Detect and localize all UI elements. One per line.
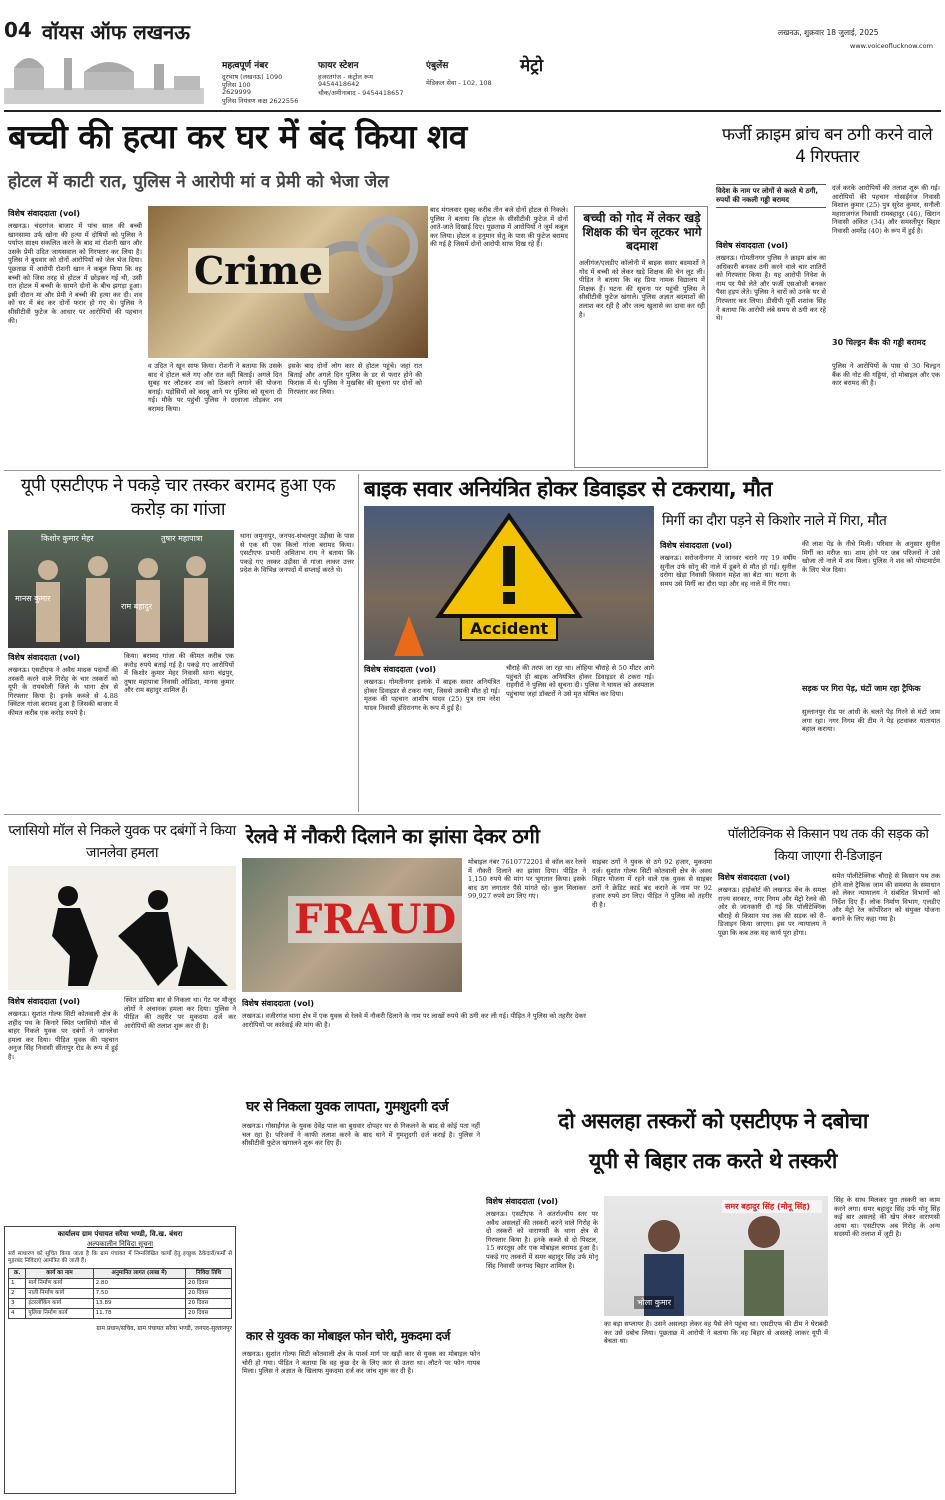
- photo-caption: तुषार महापात्रा: [161, 534, 203, 543]
- chain-snatch-box: [574, 206, 708, 468]
- article-column: लखनऊ। एसटीएफ ने अवैध मादक पदार्थों की तस्करी करने वाले गिरोह के चार तस्करों को यूपी के रायबरेली जिले के थाना क्षेत्र से गिरफ्तार किया है। इनके कब्जे से 4.88 क्विंटल गांजा बरामद हुआ है जिसकी बाजार में कीमत करीब एक करोड़ रुपये है।: [8, 666, 118, 717]
- headline-plassio: प्लासियो मॉल से निकले युवक पर दबंगों ने किया जानलेवा हमला: [8, 823, 236, 861]
- subhead-child-murder: होटल में काटी रात, पुलिस ने आरोपी मां व प्रेमी को भेजा जेल: [8, 172, 389, 192]
- headline-accident: बाइक सवार अनियंत्रित होकर डिवाइडर से टकराया, मौत: [364, 477, 772, 501]
- paper-name: वॉयस ऑफ लखनऊ: [42, 20, 190, 44]
- article-column: लखनऊ। एसटीएफ ने अंतर्राज्यीय स्तर पर अवैध असलहों की तस्करी करने वाले गिरोह के दो तस्करों को वाराणसी के थाना क्षेत्र से गिरफ्तार किया है। इनके कब्जे से दो पिस्टल, 15 कारतूस और एक मोबाइल बरामद हुआ है। पकड़े गए तस्करों में समर बहादुर सिंह उर्फ मोनू सिंह निवासी जनपद बिहार शामिल है।: [486, 1210, 598, 1270]
- table-cell: 2: [9, 1289, 26, 1299]
- headline-stf-ganja: यूपी एसटीएफ ने पकड़े चार तस्कर बरामद हुआ एक करोड़ का गांजा: [20, 475, 336, 520]
- fight-silhouette-icon: [8, 866, 236, 990]
- headline-polytechnic: पॉलीटेक्निक से किसान पथ तक की सड़क को किया जाएगा री-डिजाइन: [727, 827, 929, 864]
- headline-epilepsy: मिर्गी का दौरा पड़ने से किशोर नाले में गिरा, मौत: [662, 513, 887, 529]
- issue-date: लखनऊ, शुक्रवार 18 जुलाई, 2025: [778, 28, 879, 37]
- article-column: लखनऊ। गोसाईंगंज के युवक देवेंद्र पाल का बुधवार दोपहर घर से निकलने के बाद से कोई पता नहीं चल रहा है। परिजनों ने काफी तलाश करने के बाद थाने में गुमशुदगी दर्ज कराई है। पुलिस ने सीसीटीवी फुटेज खंगालने शुरू कर दिए हैं।: [242, 1122, 480, 1148]
- photo-caption: किशोर कुमार मेहर: [41, 534, 94, 543]
- masthead-rule: [4, 110, 941, 112]
- table-cell: 1: [9, 1279, 26, 1289]
- article-column: दर्ज करके आरोपियों की तलाश शुरू की गई। आरोपियों की पहचान गोसाईंगंज निवासी विशाल कुमार (25) पुत्र सुरेश कुमार, सनौली महाराजगंज निवासी रामबहादुर (46), खिरान निवासी अंकित (34) और समस्तीपुर बिहार निवासी अमरेंद्र (40) के रूप में हुई है।: [832, 184, 940, 235]
- article-column: व उदित ने खून साफ किया। रोशनी ने बताया कि उसके बाद वे होटल चले गए और रात वहीं बिताई। अगले दिन सुबह घर लौटकर शव को ठिकाने लगाने की योजना बनाई। पड़ोसियों को बदबू आने पर पुलिस को सूचना दी गई। मौके पर पहुंची पुलिस ने दरवाजा तोड़कर शव बरामद किया।: [148, 362, 282, 413]
- article-column: मोबाइल नंबर 7610772201 से कॉल कर रेलवे में नौकरी दिलाने का झांसा दिया। पीड़ित ने 1,150 रुपये की मांग पर भुगतान किया। इसके बाद ठग लगातार पैसे मांगते रहे। कुल मिलाकर 99,927 रुपये ठग लिए गए।: [468, 858, 586, 901]
- kicker: विदेश के नाम पर लोगों से करते थे ठगी, रुपयों की नकली गड्डी बरामद: [716, 184, 826, 208]
- crime-label: Crime: [188, 248, 329, 293]
- contact-line: 9454418642: [318, 80, 360, 88]
- headline-missing: घर से निकला युवक लापता, गुमशुदगी दर्ज: [246, 1099, 449, 1115]
- article-column: स्थित डांडिया बार से निकला था। गेट पर मौजूद लोगों ने अचानक हमला कर दिया। पुलिस ने पीड़ित की तहरीर पर मुकदमा दर्ज कर आरोपियों की तलाश शुरू कर दी है।: [124, 996, 236, 1030]
- table-cell: 13.89: [93, 1299, 185, 1309]
- byline: विशेष संवाददाता (vol): [718, 873, 791, 882]
- article-column: थाना जमुनापुर, जनपद-संभलपुर उड़ीसा के पास से एक सौ एक किलो गांजा बरामद किया। एसटीएफ प्रभारी अमिताभ राय ने बताया कि पकड़े गए तस्कर उड़ीसा से गांजा लाकर उत्तर प्रदेश के विभिन्न जनपदों में सप्लाई करते थे।: [240, 532, 354, 575]
- headline-chain-snatch: बच्ची को गोद में लेकर खड़े शिक्षक की चेन लूटकर भागे बदमाश: [582, 211, 702, 253]
- article-column: लखनऊ। सरोजनीनगर में जानवर चराने गए 19 वर्षीय सुनील उर्फ सोनू की नाले में डूबने से मौत हो गई। सुनील दरोगा खेड़ा निवासी किसान महेश का बेटा था। घटना के समय उसे मिर्गी का दौरा पड़ा और वह नाले में गिर गया।: [660, 554, 796, 588]
- masthead: [0, 0, 945, 110]
- article-column: का बड़ा सप्लायर है। उसने असलहा लेकर वह पैसे लेने पहुंचा था। एसटीएफ की टीम ने घेराबंदी कर उसे दबोच लिया। पूछताछ में आरोपी ने बताया कि वह बिहार से असलहे लाकर यूपी में बेचता था।: [604, 1320, 828, 1346]
- contact-line: 2629999: [222, 88, 251, 96]
- contact-line: पुलिस 100: [222, 81, 251, 89]
- column-header: निविदा तिथि: [186, 1269, 232, 1279]
- article-column: बाद मंगलवार सुबह करीब तीन बजे दोनों होटल से निकले। पुलिस ने बताया कि होटल के सीसीटीवी फुटेज में दोनों आते-जाते दिखाई दिए। पूछताछ में आरोपियों ने जुर्म कबूल कर लिया। होटल व हनुमान सेतु के पास की फुटेज बरामद की गई है जिसमें दोनों आरोपी साफ दिख रहे हैं।: [430, 206, 568, 249]
- fire-station-title: फायर स्टेशन: [318, 61, 359, 71]
- crime-photo: [148, 206, 428, 358]
- contact-line: पुलिस नियंत्रण कक्ष 2622556: [222, 97, 299, 105]
- article-column: पुलिस ने आरोपियों के पास से 30 चिल्ड्रन बैंक की नोट की गड्डियां, दो मोबाइल और एक कार बरामद की है।: [832, 362, 940, 388]
- headline-arms-2: यूपी से बिहार तक करते थे तस्करी: [589, 1149, 837, 1173]
- table-cell: 20 दिवस: [186, 1309, 232, 1319]
- people-silhouette-icon: [8, 530, 234, 648]
- column-header: अनुमानित लागत (लाख में): [93, 1269, 185, 1279]
- table-row: [9, 1299, 232, 1309]
- fraud-label: FRAUD: [288, 896, 462, 943]
- article-column: साइबर ठगों ने युवक से ठगे 92 हजार, मुकदमा दर्ज। सुशांत गोल्फ सिटी कोतवाली क्षेत्र के अवध विहार योजना में रहने वाले एक युवक से साइबर ठगों ने क्रेडिट कार्ड बंद कराने के नाम पर 92 हजार रुपये ठग लिए। पीड़ित ने पुलिस को तहरीर दी है।: [592, 858, 712, 909]
- column-divider: [358, 474, 359, 812]
- byline: विशेष संवाददाता (vol): [8, 653, 81, 662]
- byline: विशेष संवाददाता (vol): [660, 541, 733, 550]
- contact-line: चौक/अमीनाबाद - 9454418657: [318, 89, 404, 97]
- article-column: लखनऊ। सुशांत गोल्फ सिटी कोतवाली क्षेत्र के पार्श्व मार्ग पर खड़ी कार से युवक का मोबाइल फोन चोरी हो गया। पीड़ित ने बताया कि वह कुछ देर के लिए कार से उतरा था। लौटने पर फोन गायब मिला। पुलिस ने अज्ञात के खिलाफ मुकदमा दर्ज कर जांच शुरू कर दी है।: [242, 1350, 480, 1376]
- article-column: इसके बाद दोनों लोग कार से होटल पहुंचे। जहां रात बिताई और अगले दिन पुलिस के डर से फरार होने की फिराक में थे। पुलिस ने मुखबिर की सूचना पर दोनों को गिरफ्तार कर लिया।: [288, 362, 422, 396]
- tender-title: कार्यालय ग्राम पंचायत सरैया भण्डी, वि.ख. बंथरा: [57, 1230, 183, 1238]
- page-number: 04: [4, 18, 32, 42]
- table-cell: 7.50: [93, 1289, 185, 1299]
- table-cell: इंटरलॉकिंग कार्य: [26, 1299, 93, 1309]
- article-column: सिंह के साथ मिलकर पुरा तस्करी का काम करने लगा। समर बहादुर सिंह उर्फ मोनू सिंह कई बार असलहे की खेप लेकर वाराणसी आया था। एसटीएफ अब गिरोह के अन्य सदस्यों की तलाश में जुटी है।: [834, 1196, 940, 1239]
- accused-photo: [8, 530, 234, 648]
- table-header-row: [9, 1269, 232, 1279]
- table-cell: मार्ग निर्माण कार्य: [26, 1279, 93, 1289]
- article-column: की लाश पेड़ के नीचे मिली। परिवार के अनुसार सुनील मिर्गी का मरीज था। शाम होने पर जब परिजनों ने उसे खोजा तो नाले में शव मिला। पुलिस ने शव को पोस्टमार्टम के लिए भेज दिया।: [802, 540, 940, 574]
- headline-child-murder: बच्ची की हत्या कर घर में बंद किया शव: [8, 117, 467, 156]
- table-row: [9, 1309, 232, 1319]
- article-column: किया। बरामद गांजा की कीमत करीब एक करोड़ रुपये बताई गई है। पकड़े गए आरोपियों में किशोर कुमार मेहर निवासी थाना चंद्रपुर, तुषार महापात्रा निवासी ओडिशा, मानस कुमार और राम बहादुर शामिल हैं।: [124, 652, 234, 695]
- table-cell: 20 दिवस: [186, 1299, 232, 1309]
- table-cell: 20 दिवस: [186, 1289, 232, 1299]
- tender-notice: [4, 1226, 236, 1494]
- photo-caption: समर बहादुर सिंह (मोनू सिंह): [722, 1200, 822, 1213]
- article-column: लखनऊ। गोमतीनगर इलाके में बाइक सवार अनियंत्रित होकर डिवाइडर से टकरा गया, जिससे उसकी मौत हो गई। मृतक की पहचान आशीष यादव (25) पुत्र राम नरेश यादव निवासी इंदिरानगर के रूप में हुई है।: [364, 678, 500, 712]
- table-cell: 4: [9, 1309, 26, 1319]
- fraud-photo: [242, 858, 462, 992]
- section-title: मेट्रो: [520, 56, 544, 76]
- headline-phone-theft: कार से युवक का मोबाइल फोन चोरी, मुकदमा दर्ज: [246, 1329, 450, 1343]
- byline: विशेष संवाददाता (vol): [8, 997, 81, 1006]
- byline: विशेष संवाददाता (vol): [486, 1197, 559, 1206]
- tender-table: [8, 1268, 232, 1319]
- skyline-illustration: [4, 48, 204, 104]
- headline-fake-crime-branch: फर्जी क्राइम ब्रांच बन ठगी करने वाले 4 गिरफ्तार: [721, 125, 933, 167]
- attack-illustration: [8, 866, 236, 990]
- accident-photo: [364, 506, 654, 660]
- headline-railway-fraud: रेलवे में नौकरी दिलाने का झांसा देकर ठगी: [246, 824, 540, 848]
- table-cell: पुलिया निर्माण कार्य: [26, 1309, 93, 1319]
- contact-line: हजरतगंज - कंट्रोल रूम: [318, 73, 373, 81]
- byline: विशेष संवाददाता (vol): [242, 999, 315, 1008]
- byline: विशेष संवाददाता (vol): [716, 241, 789, 250]
- byline: विशेष संवाददाता (vol): [364, 665, 437, 674]
- article-column: लखनऊ। चंदरगंज बाजार में पांच साल की बच्ची खानसामा उर्फ खोना की हत्या में दोषियों को पुलिस ने पर्याप्त साक्ष्य संकलित करने के बाद मां रोशनी खान और उसके प्रेमी उदित जायसवाल को गिरफ्तार कर लिया है। पुलिस ने बुधवार को दोनों आरोपियों को जेल भेज दिया। पूछताछ में आरोपी रोशनी खान ने कबूल किया कि वह बच्ची को जिस तरह से होटल में छोड़कर गई थी, उसी रात होटल में बच्ची के सामने दोनों के बीच झगड़ा हुआ। इसी दौरान मां और प्रेमी ने बच्ची की हत्या कर दी। शव को घर में बंद कर दोनों फरार हो गए थे। पुलिस ने सीसीटीवी फुटेज के आधार पर आरोपियों की पहचान की।: [8, 222, 142, 325]
- article-column: समेत पॉलीटेक्निक चौराहे से किसान पथ तक होने वाले ट्रैफिक जाम की समस्या के समाधान को लेकर न्यायालय ने संबंधित विभागों को निर्देश दिए हैं। लोक निर्माण विभाग, एलडीए और मेट्रो रेल कॉर्पोरेशन को संयुक्त योजना बनाने के लिए कहा गया है।: [832, 872, 940, 923]
- table-cell: 3: [9, 1299, 26, 1309]
- subhead-children-bank: 30 चिल्ड्रन बैंक की गड्डी बरामद: [832, 338, 926, 347]
- byline: विशेष संवाददाता (vol): [8, 209, 81, 218]
- column-header: कार्य का नाम: [26, 1269, 93, 1279]
- contact-line: दूरभाष (लखनऊ) 1090: [222, 73, 283, 81]
- contact-line: मेडिकल सेवा - 102, 108: [426, 79, 492, 87]
- accused-photo: [604, 1196, 828, 1316]
- article-column: अलीगंज/एलडीए कॉलोनी में बाइक सवार बदमाशों ने गोद में बच्ची को लेकर खड़े शिक्षक की चेन लूट ली। पीड़ित ने बताया कि वह प्रिया नामक विद्यालय में शिक्षक हैं। घटना की सूचना पर पहुंची पुलिस ने सीसीटीवी फुटेज खंगाले। पुलिस अज्ञात बदमाशों की तलाश कर रही है और जल्द खुलासे का दावा कर रही है।: [579, 259, 705, 319]
- table-cell: नाली निर्माण कार्य: [26, 1289, 93, 1299]
- table-cell: 20 दिवस: [186, 1279, 232, 1289]
- website: www.voiceoflucknow.com: [850, 42, 933, 50]
- article-column: लखनऊ। वजीरगंज थाना क्षेत्र में एक युवक से रेलवे में नौकरी दिलाने के नाम पर लाखों रुपये की ठगी कर ली गई। पीड़ित ने पुलिस को तहरीर देकर आरोपियों पर कार्रवाई की मांग की है।: [242, 1012, 586, 1029]
- table-row: [9, 1289, 232, 1299]
- divider: [4, 470, 941, 471]
- article-column: चौराहे की तरफ जा रहा था। लोहिया चौराहे से 50 मीटर आगे पहुंचते ही बाइक अनियंत्रित होकर डिवाइडर से टकरा गई। राहगीरों ने पुलिस को सूचना दी। पुलिस ने घायल को अस्पताल पहुंचाया जहां डॉक्टरों ने उसे मृत घोषित कर दिया।: [506, 664, 654, 698]
- photo-caption: भोला कुमार: [634, 1296, 674, 1309]
- divider: [4, 814, 941, 815]
- tender-footer: ग्राम प्रधान/सचिव, ग्राम पंचायत सरैया भण्डी, जनपद-सुल्तानपुर: [96, 1325, 232, 1332]
- article-column: सुल्तानपुर रोड पर आंधी के चलते पेड़ गिरने से घंटों जाम लगा रहा। नगर निगम की टीम ने पेड़ हटवाकर यातायात बहाल कराया।: [802, 708, 940, 734]
- photo-caption: मानस कुमार: [15, 594, 51, 603]
- tender-subtitle: अल्पकालीन निविदा सूचना: [86, 1240, 154, 1248]
- article-column: लखनऊ। सुशांत गोल्फ सिटी कोतवाली क्षेत्र के शहीद पथ के किनारे स्थित प्लासियो मॉल से बाहर निकले युवक पर दबंगों ने जानलेवा हमला कर दिया। पीड़ित युवक की पहचान अनुज सिंह निवासी सीतापुर रोड के रूप में हुई है।: [8, 1010, 118, 1061]
- ambulance-title: एंबुलेंस: [426, 61, 449, 71]
- article-column: लखनऊ। हाईकोर्ट की लखनऊ बेंच के समक्ष राज्य सरकार, नगर निगम और मेट्रो रेलवे की ओर से जानकारी दी गई कि पॉलीटेक्निक चौराहे से किसान पथ तक की सड़क को री-डिजाइन किया जाएगा। इस पर न्यायालय ने पूछा कि कब तक यह कार्य पूरा होगा।: [718, 886, 826, 937]
- table-row: [9, 1279, 232, 1289]
- article-column: लखनऊ। गोमतीनगर पुलिस ने क्राइम ब्रांच का अधिकारी बनकर ठगी करने वाले चार शातिरों को गिरफ्तार किया है। यह आरोपी निवेश के नाम पर पैसे लेते और फर्जी एसओजी बनकर पैसा हड़प लेते। पुलिस ने चारों को उनके घर से गिरफ्तार कर लिया। डीसीपी पूर्वी शशांक सिंह ने बताया कि आरोपी लंबे समय से ठगी कर रहे थे।: [716, 254, 826, 323]
- column-header: क्र.: [9, 1269, 26, 1279]
- accident-label: Accident: [460, 616, 558, 641]
- photo-caption: राम बहादुर: [121, 602, 153, 611]
- table-cell: 2.80: [93, 1279, 185, 1289]
- subhead-tree-fall: सड़क पर गिरा पेड़, घंटों जाम रहा ट्रैफिक: [802, 684, 921, 693]
- table-cell: 11.78: [93, 1309, 185, 1319]
- tender-intro: सर्व साधारण को सूचित किया जाता है कि ग्राम पंचायत में निम्नलिखित कार्यों हेतु इच्छुक ठेकेदारों/फर्मों से मुहरबंद निविदाएं आमंत्रित की जाती हैं।: [8, 1251, 232, 1264]
- important-numbers-title: महत्वपूर्ण नंबर: [222, 61, 269, 71]
- headline-arms-1: दो असलहा तस्करों को एसटीएफ ने दबोचा: [558, 1109, 868, 1133]
